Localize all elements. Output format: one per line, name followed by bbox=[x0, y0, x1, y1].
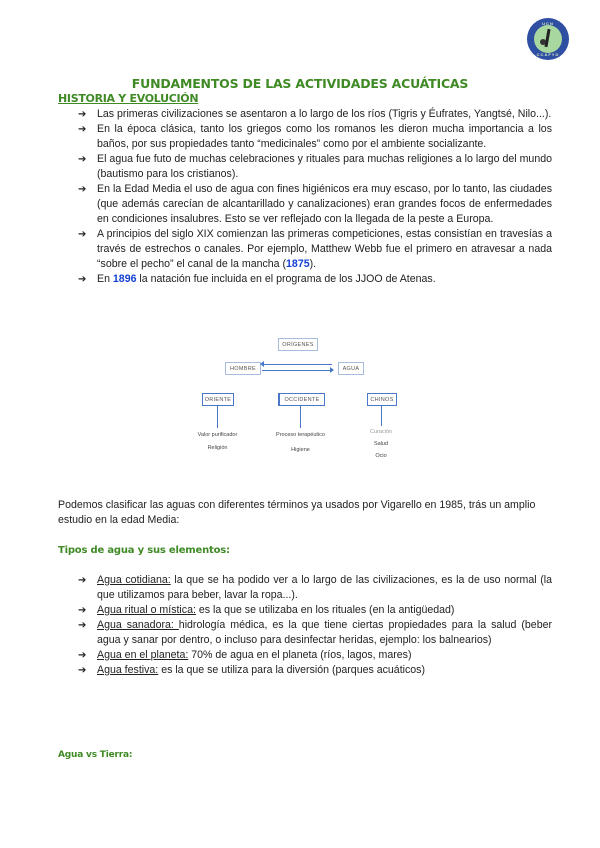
arrow-bullet-icon: ➔ bbox=[78, 184, 87, 195]
vs-heading: Agua vs Tierra: bbox=[58, 750, 133, 760]
arrow-bullet-icon: ➔ bbox=[78, 154, 87, 165]
list-item: ➔ En la Edad Media el uso de agua con fines higiénicos era muy escaso, por lo tanto, las ciudades (que además carecían de alcantarillado y canalizaciones) eran grandes focos de enfermedades en condiciones insalubres. Esto se ver reflejado con la llegada de la peste a Europa. bbox=[78, 183, 552, 225]
list-item: ➔ Agua ritual o mística: es la que se utilizaba en los rituales (en la antigüedad) bbox=[78, 604, 455, 616]
arrow-bullet-icon: ➔ bbox=[78, 650, 87, 661]
arrow-bullet-icon: ➔ bbox=[78, 229, 87, 240]
arrow-left-icon bbox=[260, 361, 264, 367]
branch-connector bbox=[217, 406, 218, 428]
logo-top-text: UCN bbox=[542, 21, 554, 26]
list-item: ➔ En 1896 la natación fue incluida en el programa de los JJOO de Atenas. bbox=[78, 273, 436, 285]
arrow-bullet-icon: ➔ bbox=[78, 274, 87, 285]
diagram-node-hombre: HOMBRE bbox=[225, 362, 261, 375]
list-item: ➔ Las primeras civilizaciones se asentaron a lo largo de los ríos (Tigris y Éufrates, Yangtsé, Nilo...). bbox=[78, 108, 552, 120]
list-item: ➔ El agua fue futo de muchas celebraciones y rituales para muchas religiones a lo largo del mundo (bautismo para los cristianos). bbox=[78, 153, 552, 180]
diagram-node-origenes: ORÍGENES bbox=[278, 338, 318, 351]
list-item: ➔ En la época clásica, tanto los griegos como los romanos les dieron mucha importancia a los baños, por sus propiedades tanto “medicinales” como por el ambiente socializante. bbox=[78, 123, 552, 150]
arrow-bullet-icon: ➔ bbox=[78, 575, 87, 586]
diagram-item: Higiene bbox=[291, 447, 310, 453]
diagram-node-agua: AGUA bbox=[338, 362, 364, 375]
logo-bottom-text: CCAFYD bbox=[536, 52, 560, 57]
diagram-item: Ocio bbox=[375, 453, 387, 459]
university-logo bbox=[527, 18, 569, 60]
history-bullet-list bbox=[78, 107, 552, 287]
year-highlight: 1896 bbox=[112, 273, 137, 285]
diagram-node-chinos: CHINOS bbox=[367, 393, 397, 406]
year-highlight: 1875 bbox=[286, 258, 310, 270]
term: Agua en el planeta: bbox=[97, 649, 189, 661]
types-heading: Tipos de agua y sus elementos: bbox=[58, 545, 230, 556]
list-item: ➔ Agua cotidiana: la que se ha podido ver a lo largo de las civilizaciones, es la de uso normal (la que utilizamos para beber, lavar la ropa...). bbox=[78, 574, 552, 601]
term: Agua sanadora: bbox=[97, 619, 179, 631]
diagram-node-occidente: OCCIDENTE bbox=[278, 393, 325, 406]
water-types-list bbox=[78, 573, 552, 678]
diagram-node-oriente: ORIENTE bbox=[202, 393, 234, 406]
diagram-item: Proceso terapéutico bbox=[276, 432, 325, 438]
arrow-bullet-icon: ➔ bbox=[78, 124, 87, 135]
arrow-bullet-icon: ➔ bbox=[78, 109, 87, 120]
term: Agua cotidiana: bbox=[97, 574, 171, 586]
arrow-left-line bbox=[262, 364, 332, 365]
document-title: FUNDAMENTOS DE LAS ACTIVIDADES ACUÁTICAS bbox=[131, 76, 469, 91]
list-item: ➔ Agua festiva: es la que se utiliza para la diversión (parques acuáticos) bbox=[78, 664, 426, 676]
term: Agua ritual o mística: bbox=[97, 604, 196, 616]
diagram-item: Curación bbox=[369, 429, 392, 435]
origins-diagram bbox=[190, 335, 420, 460]
diagram-item: Salud bbox=[373, 441, 389, 447]
intro-paragraph: Podemos clasificar las aguas con diferentes términos ya usados por Vigarello en 1985, trás un amplio estudio en la edad Media: bbox=[58, 499, 536, 526]
branch-connector bbox=[381, 406, 382, 426]
term: Agua festiva: bbox=[97, 664, 159, 676]
diagram-item: Valor purificador bbox=[197, 432, 238, 438]
list-item: ➔ A principios del siglo XIX comienzan las primeras competiciones, estas consistían en travesías a través de estrechos o canales. Por ejemplo, Matthew Webb fue el primero en atravesar a nada “sobre el pecho” el canal de la mancha (1875). bbox=[78, 228, 552, 270]
arrow-right-icon bbox=[330, 367, 334, 373]
arrow-bullet-icon: ➔ bbox=[78, 605, 87, 616]
arrow-bullet-icon: ➔ bbox=[78, 620, 87, 631]
logo-emblem-icon bbox=[534, 25, 562, 53]
branch-connector bbox=[300, 406, 301, 428]
arrow-bullet-icon: ➔ bbox=[78, 665, 87, 676]
diagram-item: Religión bbox=[207, 445, 228, 451]
arrow-right-line bbox=[262, 370, 332, 371]
list-item: ➔ Agua sanadora: hidrología médica, es la que tiene ciertas propiedades para la salud (beber agua y sanar por dentro, o incluso para desinfectar heridas, ejemplo: los balnearios) bbox=[78, 619, 552, 646]
section-heading-history: HISTORIA Y EVOLUCIÓN bbox=[58, 92, 199, 105]
list-item: ➔ Agua en el planeta: 70% de agua en el planeta (ríos, lagos, mares) bbox=[78, 649, 412, 661]
